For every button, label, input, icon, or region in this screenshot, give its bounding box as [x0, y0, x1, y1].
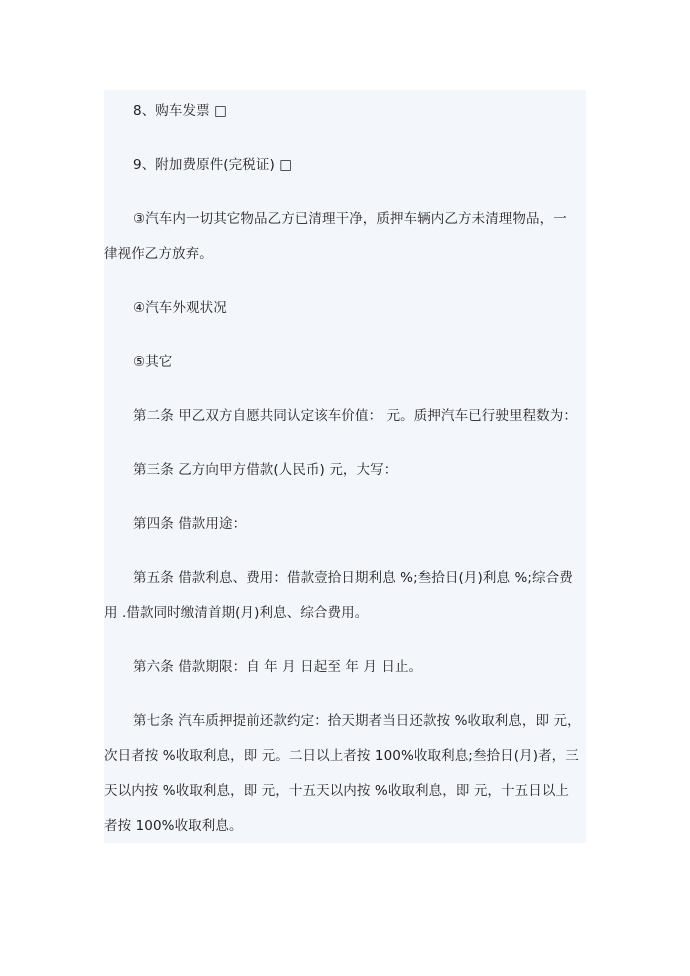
text-line: 天以内按 %收取利息，即 元，十五天以内按 %收取利息，即 元，十五日以上	[104, 783, 570, 799]
paragraph	[104, 507, 586, 542]
text-line: ④汽车外观状况	[133, 300, 227, 316]
text-line: ③汽车内一切其它物品乙方已清理干净，质押车辆内乙方未清理物品，一	[133, 211, 567, 227]
paragraph	[104, 148, 586, 183]
text-line: 律视作乙方放弃。	[104, 246, 213, 262]
text-line: ⑤其它	[133, 354, 173, 370]
document-page	[104, 90, 586, 843]
text-line: 第二条 甲乙双方自愿共同认定该车价值： 元。质押汽车已行驶里程数为：	[133, 408, 577, 424]
text-line: 第五条 借款利息、费用：借款壹拾日期利息 %;叁拾日(月)利息 %;综合费	[133, 570, 573, 586]
text-line: 第七条 汽车质押提前还款约定：拾天期者当日还款按 %收取利息，即 元，	[133, 713, 581, 729]
paragraph	[104, 291, 586, 326]
paragraph	[104, 704, 586, 844]
paragraph	[104, 650, 586, 685]
paragraph	[104, 453, 586, 488]
text-line: 8、购车发票 □	[133, 103, 227, 119]
text-line: 第三条 乙方向甲方借款(人民币) 元，大写：	[133, 462, 398, 478]
paragraph	[104, 202, 586, 272]
paragraph	[104, 561, 586, 631]
paragraph	[104, 345, 586, 380]
text-line: 第四条 借款用途：	[133, 516, 247, 532]
paragraph	[104, 94, 586, 129]
text-line: 9、附加费原件(完税证) □	[133, 157, 293, 173]
paragraph	[104, 399, 586, 434]
document-body	[104, 90, 586, 844]
text-line: 第六条 借款期限：自 年 月 日起至 年 月 日止。	[133, 659, 423, 675]
text-line: 次日者按 %收取利息，即 元。二日以上者按 100%收取利息;叁拾日(月)者，三	[104, 748, 579, 764]
text-line: 者按 100%收取利息。	[104, 818, 243, 834]
text-line: 用 .借款同时缴清首期(月)利息、综合费用。	[104, 605, 369, 621]
